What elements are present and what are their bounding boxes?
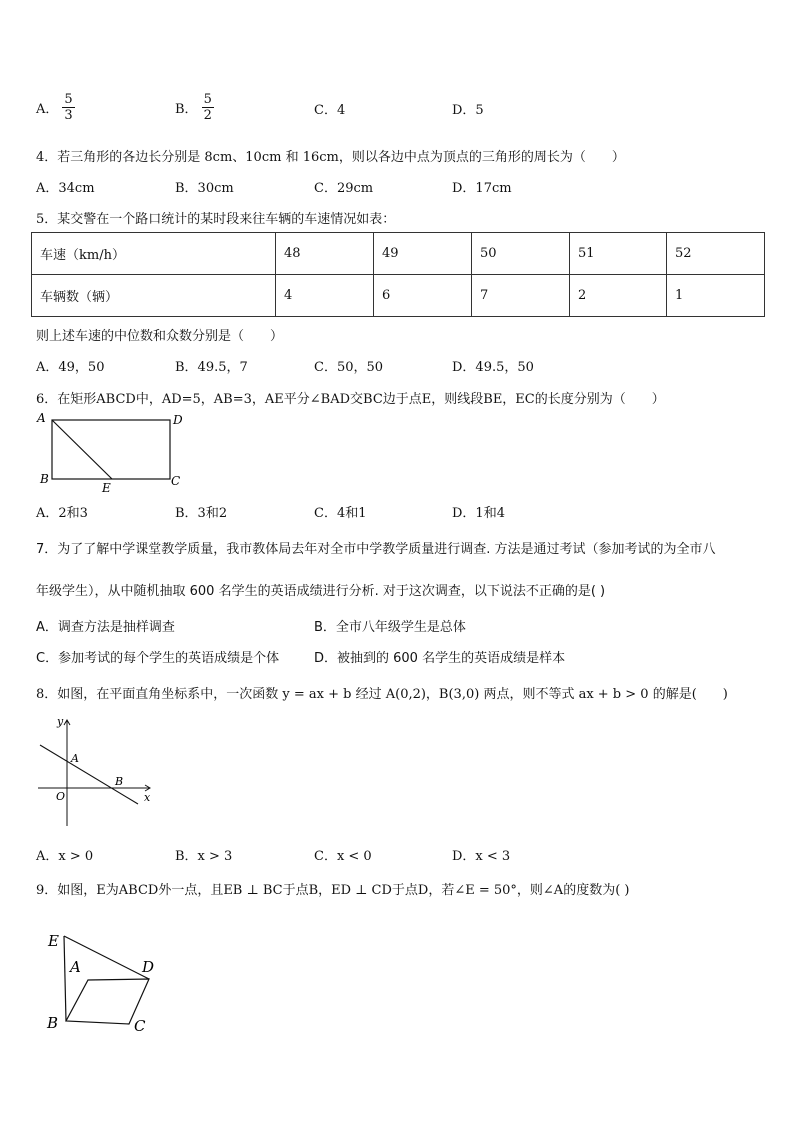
q3-option-b-fraction <box>202 92 214 123</box>
rectangle-abcd <box>52 420 170 479</box>
label-c: C <box>171 474 181 488</box>
q5-question: 则上述车速的中位数和众数分别是（ ） <box>36 329 284 344</box>
q3-option-b-label: B． <box>175 101 198 117</box>
q7-option-d: D．被抽到的 600 名学生的英语成绩是样本 <box>314 651 566 666</box>
q6-rectangle-figure <box>34 410 194 496</box>
table-cell: 1 <box>667 275 765 317</box>
q8-option-b: B．x > 3 <box>175 849 233 864</box>
q4-option-a: A．34cm <box>36 181 95 196</box>
q3-option-a <box>36 90 75 124</box>
label-d: D <box>173 413 183 427</box>
label-o: O <box>56 790 66 803</box>
table-cell: 7 <box>472 275 570 317</box>
q4-option-c: C．29cm <box>314 181 374 196</box>
q4-option-d: D．17cm <box>452 181 512 196</box>
q3-option-b-numerator: 5 <box>203 91 212 107</box>
table-cell: 车辆数（辆） <box>32 275 276 317</box>
q3-option-d: D．5 <box>452 103 484 118</box>
q6-option-d: D．1和4 <box>452 506 505 521</box>
q7-stem-line2: 年级学生），从中随机抽取 600 名学生的英语成绩进行分析. 对于这次调查，以下说法不正确的是( ) <box>36 584 606 599</box>
q3-option-b-denominator: 2 <box>203 107 212 123</box>
q4-stem: 4．若三角形的各边长分别是 8cm、10cm 和 16cm，则以各边中点为顶点的三角形的周长为（ ） <box>36 150 625 165</box>
table-cell: 6 <box>374 275 472 317</box>
q7-stem-line1: 7．为了了解中学课堂教学质量，我市教体局去年对全市中学教学质量进行调查. 方法是通过考试（参加考试的为全市八 <box>36 542 716 557</box>
q5-option-b: B．49.5，7 <box>175 360 248 375</box>
q7-option-c: C．参加考试的每个学生的英语成绩是个体 <box>36 651 280 666</box>
label-x: x <box>144 791 151 804</box>
q7-option-b: B．全市八年级学生是总体 <box>314 620 466 635</box>
q5-option-a: A．49，50 <box>36 360 105 375</box>
q3-option-b <box>175 90 214 124</box>
table-cell: 2 <box>570 275 667 317</box>
line-ab <box>40 745 138 804</box>
q7-option-a: A．调查方法是抽样调查 <box>36 620 175 635</box>
label-a: A <box>70 958 81 976</box>
label-e: E <box>102 481 111 495</box>
table-cell: 52 <box>667 233 765 275</box>
q3-option-a-fraction <box>62 92 74 123</box>
segment-eb <box>64 936 66 1021</box>
q5-stem: 5．某交警在一个路口统计的某时段来往车辆的车速情况如表： <box>36 212 396 227</box>
label-b: B <box>40 472 49 486</box>
table-cell: 51 <box>570 233 667 275</box>
table-cell: 车速（km/h） <box>32 233 276 275</box>
label-d: D <box>142 958 155 976</box>
table-cell: 4 <box>276 275 374 317</box>
q8-coordinate-figure <box>34 714 164 829</box>
segment-ae <box>52 420 112 479</box>
q3-option-a-numerator: 5 <box>64 91 73 107</box>
label-a: A <box>37 411 46 425</box>
label-b: B <box>115 775 124 788</box>
q6-option-c: C．4和1 <box>314 506 367 521</box>
label-a: A <box>71 752 79 765</box>
table-row <box>32 233 765 275</box>
label-c: C <box>134 1017 146 1035</box>
q9-stem: 9．如图，E为ABCD外一点，且EB ⊥ BC于点B，ED ⊥ CD于点D，若∠E = 50°，则∠A的度数为( ) <box>36 883 630 898</box>
q3-option-a-label: A． <box>36 101 59 117</box>
q8-option-a: A．x > 0 <box>36 849 94 864</box>
q3-option-a-denominator: 3 <box>64 107 73 123</box>
q8-option-c: C．x < 0 <box>314 849 372 864</box>
q6-stem: 6．在矩形ABCD中，AD=5，AB=3，AE平分∠BAD交BC边于点E，则线段BE，EC的长度分别为（ ） <box>36 392 665 407</box>
table-cell: 48 <box>276 233 374 275</box>
q8-stem: 8．如图，在平面直角坐标系中，一次函数 y = ax + b 经过 A(0,2)，B(3,0) 两点，则不等式 ax + b > 0 的解是( ) <box>36 687 728 702</box>
q8-option-d: D．x < 3 <box>452 849 511 864</box>
label-b: B <box>47 1014 59 1032</box>
label-y: y <box>57 715 64 728</box>
q6-option-b: B．3和2 <box>175 506 228 521</box>
q5-option-d: D．49.5，50 <box>452 360 534 375</box>
label-e: E <box>48 932 59 950</box>
q3-option-c: C．4 <box>314 103 346 118</box>
speed-table <box>31 232 765 317</box>
table-row <box>32 275 765 317</box>
q9-quadrilateral-figure <box>40 922 170 1042</box>
table-cell: 49 <box>374 233 472 275</box>
table-cell: 50 <box>472 233 570 275</box>
q6-option-a: A．2和3 <box>36 506 88 521</box>
q5-option-c: C．50，50 <box>314 360 384 375</box>
q4-option-b: B．30cm <box>175 181 234 196</box>
